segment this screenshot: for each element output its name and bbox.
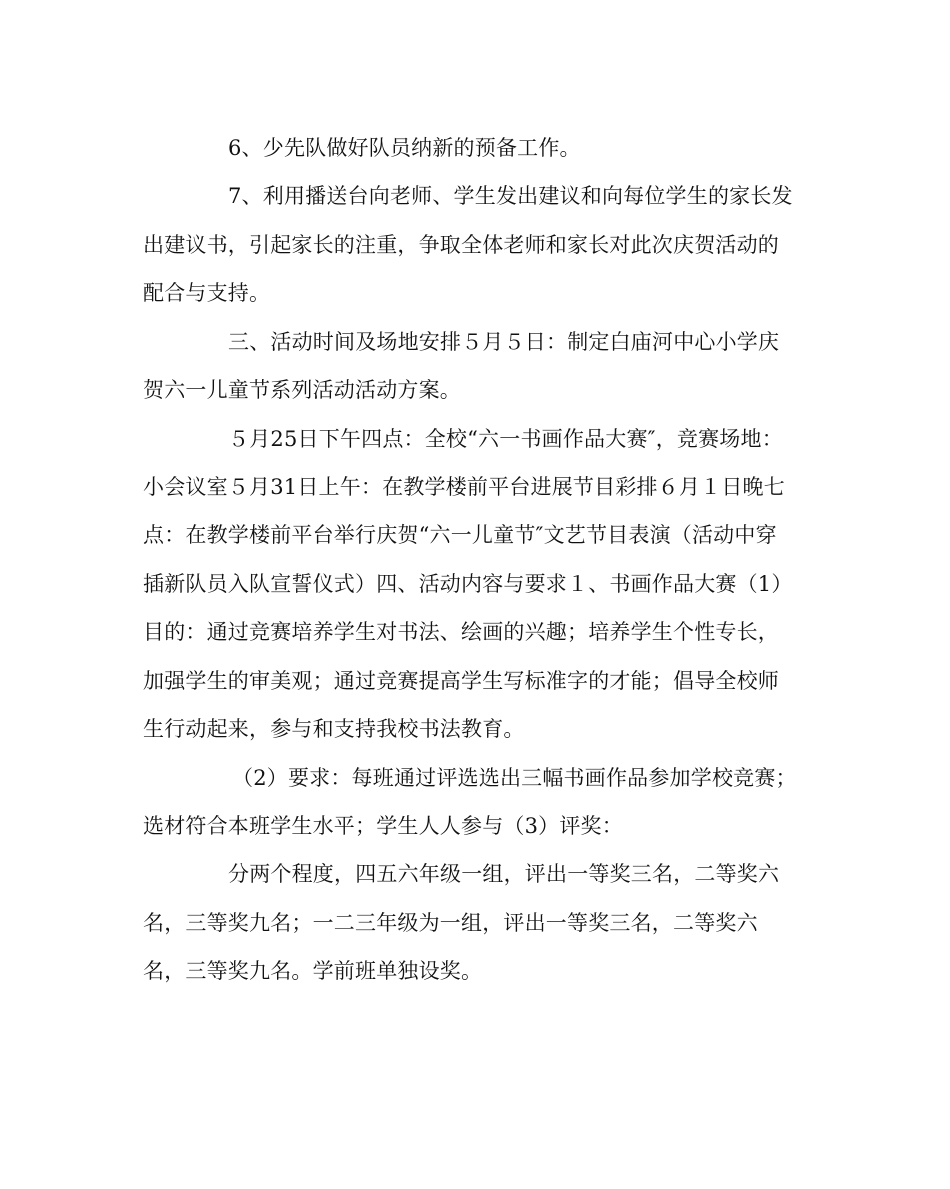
text-line: 加强学生的审美观；通过竞赛提高学生写标准字的才能；倡导全校师 [143,669,779,693]
text-line: 插新队员入队宣誓仪式）四、活动内容与要求１、书画作品大赛（1） [143,572,793,596]
text-line: 名，三等奖九名；一二三年级为一组，评出一等奖三名，二等奖六 [143,911,758,935]
text-line: 配合与支持。 [143,281,271,305]
text-line: 7、利用播送台向老师、学生发出建议和向每位学生的家长发 [228,184,793,208]
text-line: 选材符合本班学生水平；学生人人参与（3）评奖： [143,814,623,838]
text-line: 6、少先队做好队员纳新的预备工作。 [228,136,581,160]
text-line: 点：在教学楼前平台举行庆贺“六一儿童节″文艺节目表演（活动中穿 [143,523,777,547]
text-line: 三、活动时间及场地安排５月５日：制定白庙河中心小学庆 [228,330,780,354]
text-line: 分两个程度，四五六年级一组，评出一等奖三名，二等奖六 [228,862,780,886]
text-line: 生行动起来，参与和支持我校书法教育。 [143,717,525,741]
text-line: （2）要求：每班通过评选选出三幅书画作品参加学校竞赛； [232,766,797,790]
text-line: ５月25日下午四点：全校“六一书画作品大赛″，竞赛场地： [228,427,783,451]
text-line: 名，三等奖九名。学前班单独设奖。 [143,959,483,983]
text-line: 小会议室５月31日上午：在教学楼前平台进展节目彩排６月１日晚七 [143,475,785,499]
text-line: 贺六一儿童节系列活动活动方案。 [143,378,461,402]
text-line: 出建议书，引起家长的注重，争取全体老师和家长对此次庆贺活动的 [143,233,779,257]
text-line: 目的：通过竞赛培养学生对书法、绘画的兴趣；培养学生个性专长， [143,620,779,644]
